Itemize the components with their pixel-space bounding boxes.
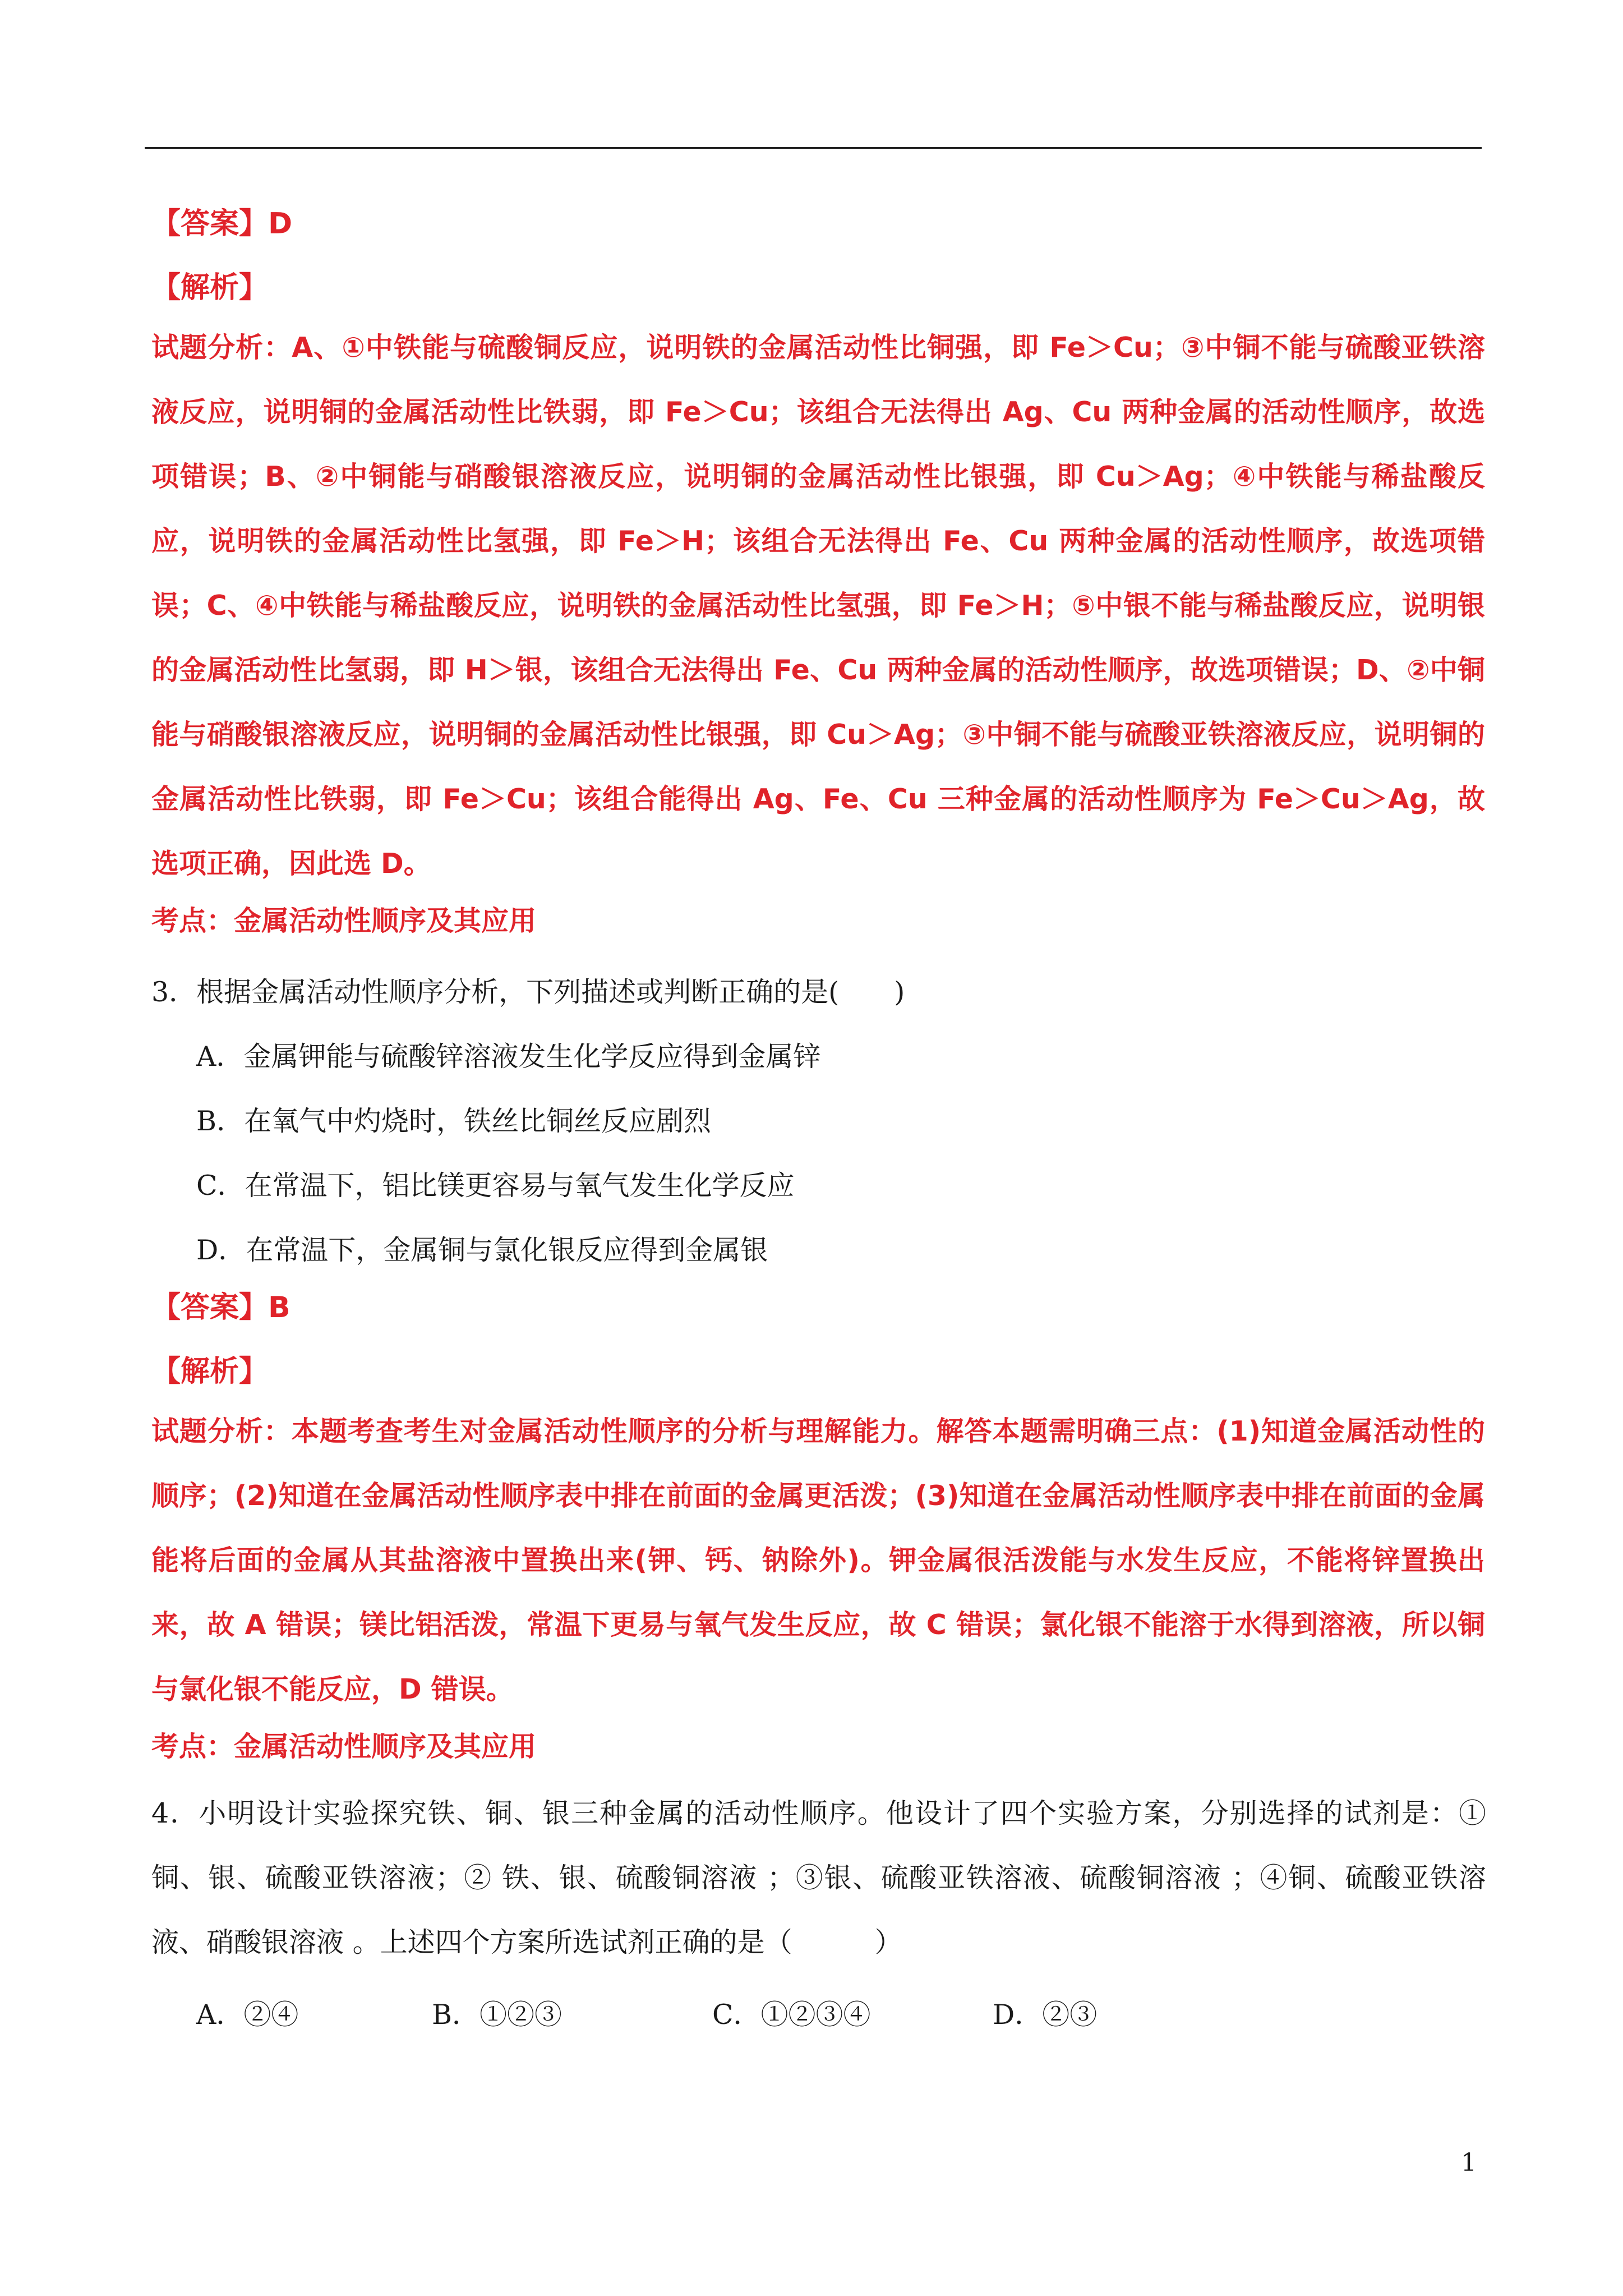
answer-label: 【答案】 (151, 1291, 269, 1324)
q3-option-d: D．在常温下，金属铜与氯化银反应得到金属银 (196, 1234, 768, 1266)
q3-knowledge-point: 考点：金属活动性顺序及其应用 (151, 1731, 537, 1763)
header-rule (145, 147, 1482, 149)
answer-value: B (268, 1291, 291, 1324)
q3-answer (151, 1286, 1486, 1329)
answer-value: D (268, 207, 293, 241)
q4-option-c: C．①②③④ (712, 1999, 871, 2031)
q4-options (151, 1982, 1486, 2047)
q4-option-d: D．②③ (993, 1999, 1098, 2031)
q3-option-c: C．在常温下，铝比镁更容易与氧气发生化学反应 (196, 1170, 795, 1202)
q3-stem: 3．根据金属活动性顺序分析，下列描述或判断正确的是( ) (151, 976, 905, 1008)
q4-option-a: A．②④ (196, 1999, 299, 2031)
q3-option-b: B．在氧气中灼烧时，铁丝比铜丝反应剧烈 (196, 1105, 712, 1137)
q2-answer (151, 202, 1486, 246)
q2-knowledge-point: 考点：金属活动性顺序及其应用 (151, 905, 537, 937)
page-number: 1 (1461, 2148, 1477, 2177)
page-content (151, 202, 1486, 2047)
q4-stem: 4．小明设计实验探究铁、铜、银三种金属的活动性顺序。他设计了四个实验方案，分别选择的试剂是：①铜、银、硫酸亚铁溶液；② 铁、银、硫酸铜溶液 ；③银、硫酸亚铁溶液、硫酸铜溶液 ；④铜、硫酸亚铁溶液、硝酸银溶液 。上述四个方案所选试剂正确的是（ ） (151, 1797, 1486, 1958)
q3-analysis-text: 试题分析：本题考查考生对金属活动性顺序的分析与理解能力。解答本题需明确三点：(1)知道金属活动性的顺序；(2)知道在金属活动性顺序表中排在前面的金属更活泼；(3)知道在金属活动性顺序表中排在前面的金属能将后面的金属从其盐溶液中置换出来(钾、钙、钠除外)。钾金属很活泼能与水发生反应，不能将锌置换出来，故 A 错误；镁比铝活泼，常温下更易与氧气发生反应，故 C 错误；氯化银不能溶于水得到溶液，所以铜与氯化银不能反应，D 错误。 (151, 1415, 1485, 1705)
q3-analysis-label: 【解析】 (151, 1355, 269, 1388)
q2-analysis-label: 【解析】 (151, 271, 269, 305)
q4-option-b: B．①②③ (432, 1999, 562, 2031)
q3-option-a: A．金属钾能与硫酸锌溶液发生化学反应得到金属锌 (196, 1041, 821, 1073)
answer-label: 【答案】 (151, 207, 269, 241)
q2-analysis-text: 试题分析：A、①中铁能与硫酸铜反应，说明铁的金属活动性比铜强，即 Fe＞Cu；③中铜不能与硫酸亚铁溶液反应，说明铜的金属活动性比铁弱，即 Fe＞Cu；该组合无法得出 Ag、Cu 两种金属的活动性顺序，故选项错误；B、②中铜能与硝酸银溶液反应，说明铜的金属活动性比银强，即 Cu＞Ag；④中铁能与稀盐酸反应，说明铁的金属活动性比氢强，即 Fe＞H；该组合无法得出 Fe、Cu 两种金属的活动性顺序，故选项错误；C、④中铁能与稀盐酸反应，说明铁的金属活动性比氢强，即 Fe＞H；⑤中银不能与稀盐酸反应，说明银的金属活动性比氢弱，即 H＞银，该组合无法得出 Fe、Cu 两种金属的活动性顺序，故选项错误；D、②中铜能与硝酸银溶液反应，说明铜的金属活动性比银强，即 Cu＞Ag；③中铜不能与硫酸亚铁溶液反应，说明铜的金属活动性比铁弱，即 Fe＞Cu；该组合能得出 Ag、Fe、Cu 三种金属的活动性顺序为 Fe＞Cu＞Ag，故选项正确，因此选 D。 (151, 332, 1485, 880)
